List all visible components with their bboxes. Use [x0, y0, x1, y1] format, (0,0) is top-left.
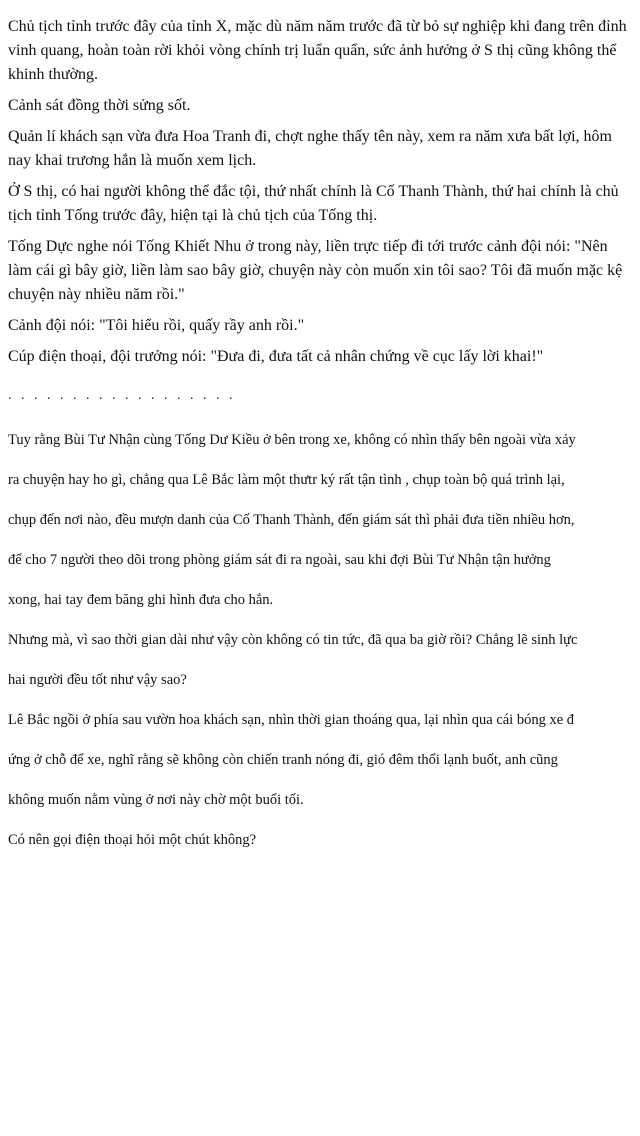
paragraph: xong, hai tay đem băng ghi hình đưa cho hắn.: [8, 592, 274, 608]
section-separator: . . . . . . . . . . . . . . . . . .: [8, 388, 236, 403]
paragraph: không muốn nằm vùng ở nơi này chờ một buổi tối.: [8, 792, 304, 808]
paragraph: chụp đến nơi nào, đều mượn danh của Cố Thanh Thành, đến giám sát thì phải đưa tiền nhiều hơn,: [8, 512, 575, 528]
paragraph: Cúp điện thoại, đội trưởng nói: "Đưa đi, đưa tất cả nhân chứng về cục lấy lời khai!": [8, 348, 544, 365]
paragraph: Chủ tịch tỉnh trước đây của tỉnh X, mặc dù năm năm trước đã từ bỏ sự nghiệp khi đang trên đỉnh vinh quang, hoàn toàn rời khỏi vòng chính trị luẩn quẩn, sức ảnh hưởng ở S thị cũng không thể khinh thường.: [8, 18, 627, 83]
paragraph: Tống Dực nghe nói Tống Khiết Nhu ở trong này, liền trực tiếp đi tới trước cảnh đội nói: "Nên làm cái gì bây giờ, liền làm sao bây giờ, chuyện này còn muốn xin tôi sao? Tôi đã muốn mặc kệ chuyện này nhiều năm rồi.": [8, 238, 623, 303]
top-section: [8, 15, 632, 369]
paragraph: Tuy rằng Bùi Tư Nhận cùng Tống Dư Kiều ở bên trong xe, không có nhìn thấy bên ngoài vừa xảy: [8, 432, 576, 448]
paragraph: Lê Bắc ngồi ở phía sau vườn hoa khách sạn, nhìn thời gian thoáng qua, lại nhìn qua cái bóng xe đ: [8, 712, 575, 728]
paragraph: Có nên gọi điện thoại hỏi một chút không?: [8, 832, 257, 848]
paragraph: hai người đều tốt như vậy sao?: [8, 672, 187, 688]
paragraph: Nhưng mà, vì sao thời gian dài như vậy còn không có tin tức, đã qua ba giờ rồi? Chẳng lẽ sinh lực: [8, 632, 578, 648]
paragraph: Cảnh sát đồng thời sửng sốt.: [8, 97, 191, 114]
paragraph: Ở S thị, có hai người không thể đắc tội, thứ nhất chính là Cố Thanh Thành, thứ hai chính là chủ tịch tỉnh Tống trước đây, hiện tại là chủ tịch của Tống thị.: [8, 183, 619, 224]
paragraph: Cảnh đội nói: "Tôi hiểu rồi, quấy rầy anh rồi.": [8, 317, 305, 334]
paragraph: ra chuyện hay ho gì, chẳng qua Lê Bắc làm một thưtr ký rất tận tình , chụp toàn bộ quá trình lại,: [8, 472, 565, 488]
bottom-section: [8, 427, 632, 853]
paragraph: ứng ở chỗ để xe, nghĩ rằng sẽ không còn chiến tranh nóng đi, gió đêm thổi lạnh buốt, anh cũng: [8, 752, 558, 768]
paragraph: để cho 7 người theo dõi trong phòng giám sát đi ra ngoài, sau khi đợi Bùi Tư Nhận tận hưởng: [8, 552, 551, 568]
paragraph: Quản lí khách sạn vừa đưa Hoa Tranh đi, chợt nghe thấy tên này, xem ra năm xưa bất lợi, hôm nay khai trương hắn là muốn xem lịch.: [8, 128, 612, 169]
